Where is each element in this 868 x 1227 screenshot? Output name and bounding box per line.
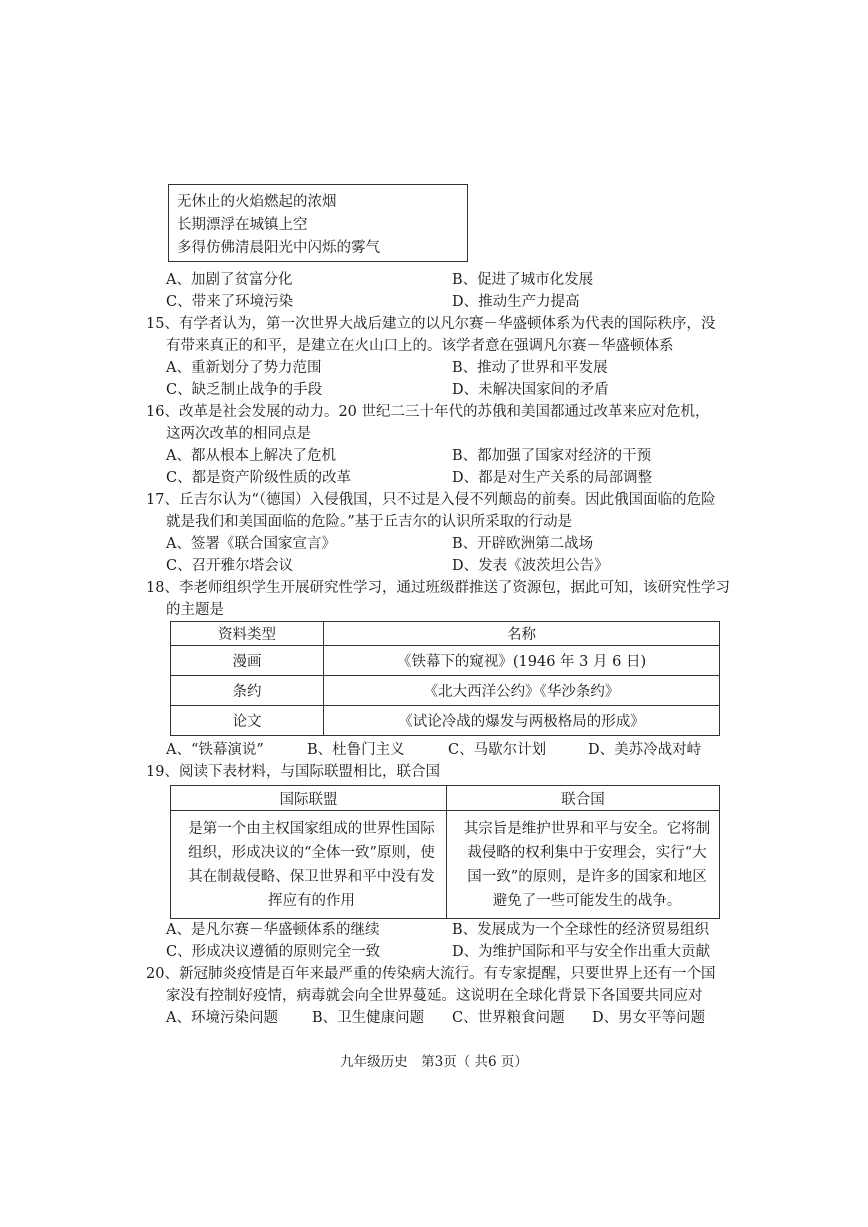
q19-option-c: C、形成决议遵循的原则完全一致 (166, 944, 381, 960)
q14-option-b: B、促进了城市化发展 (452, 272, 594, 288)
q20-option-a: A、环境污染问题 (166, 1010, 278, 1026)
q15-option-d: D、未解决国家间的矛盾 (452, 382, 609, 398)
q19-option-a: A、是凡尔赛－华盛顿体系的继续 (166, 922, 380, 938)
poem-box (168, 184, 468, 262)
q15-option-b: B、推动了世界和平发展 (452, 360, 608, 376)
table-header: 国际联盟 (171, 786, 447, 811)
q19-option-b: B、发展成为一个全球性的经济贸易组织 (452, 922, 710, 938)
table-cell: 《铁幕下的窥视》(1946 年 3 月 6 日) (324, 646, 720, 676)
q20-option-c: C、世界粮食问题 (452, 1010, 565, 1026)
table-row (171, 706, 720, 736)
q17-stem-line: 就是我们和美国面临的危险。”基于丘吉尔的认识所采取的行动是 (166, 514, 573, 530)
table-cell-league (171, 811, 447, 919)
q16-stem-line: 16、改革是社会发展的动力。20 世纪二三十年代的苏俄和美国都通过改革来应对危机， (146, 404, 710, 420)
q14-option-d: D、推动生产力提高 (452, 294, 580, 310)
table-header: 联合国 (447, 786, 720, 811)
q16-option-a: A、都从根本上解决了危机 (166, 448, 336, 464)
q15-option-c: C、缺乏制止战争的手段 (166, 382, 323, 398)
table-cell: 论文 (171, 706, 324, 736)
q18-option-c: C、马歇尔计划 (448, 742, 547, 758)
poem-line: 长期漂浮在城镇上空 (177, 217, 308, 233)
q19-compare-table (170, 785, 720, 919)
q15-stem-line: 有带来真正的和平，是建立在火山口上的。该学者意在强调凡尔赛－华盛顿体系 (166, 338, 674, 354)
q18-resource-table (170, 621, 720, 736)
q20-option-d: D、男女平等问题 (592, 1010, 706, 1026)
q14-option-a: A、加剧了贫富分化 (166, 272, 293, 288)
table-row (171, 676, 720, 706)
q17-option-b: B、开辟欧洲第二战场 (452, 536, 594, 552)
cell-line: 组织，形成决议的“全体一致”原则，使 (188, 845, 435, 861)
table-cell: 漫画 (171, 646, 324, 676)
q17-stem-line: 17、丘吉尔认为“（德国）入侵俄国，只不过是入侵不列颠岛的前奏。因此俄国面临的危险 (146, 492, 716, 508)
table-cell-un (447, 811, 720, 919)
q20-option-b: B、卫生健康问题 (312, 1010, 425, 1026)
poem-line: 无休止的火焰燃起的浓烟 (177, 194, 337, 210)
q16-option-d: D、都是对生产关系的局部调整 (452, 470, 653, 486)
poem-line: 多得仿佛清晨阳光中闪烁的雾气 (177, 240, 380, 256)
cell-line: 避免了一些可能发生的战争。 (492, 893, 682, 909)
q20-stem-line: 家没有控制好疫情，病毒就会向全世界蔓延。这说明在全球化背景下各国要共同应对 (166, 988, 703, 1004)
q20-stem-line: 20、新冠肺炎疫情是百年来最严重的传染病大流行。有专家提醒，只要世界上还有一个国 (146, 966, 716, 982)
q17-option-a: A、签署《联合国家宣言》 (166, 536, 336, 552)
cell-line: 裁侵略的权利集中于安理会，实行“大 (467, 845, 707, 861)
q18-option-b: B、杜鲁门主义 (307, 742, 405, 758)
table-header: 资料类型 (171, 622, 324, 646)
q16-option-b: B、都加强了国家对经济的干预 (452, 448, 652, 464)
table-row (171, 811, 720, 919)
q18-option-a: A、“铁幕演说” (166, 742, 264, 758)
q18-stem-line: 的主题是 (166, 602, 224, 618)
q17-option-d: D、发表《波茨坦公告》 (452, 558, 609, 574)
q16-option-c: C、都是资产阶级性质的改革 (166, 470, 352, 486)
cell-line: 国一致”的原则，是许多的国家和地区 (467, 869, 707, 885)
q14-option-c: C、带来了环境污染 (166, 294, 294, 310)
page-footer: 九年级历史 第3页（ 共6 页） (340, 1054, 528, 1070)
q15-stem-line: 15、有学者认为，第一次世界大战后建立的以凡尔赛－华盛顿体系为代表的国际秩序，没 (146, 316, 716, 332)
q19-stem: 19、阅读下表材料，与国际联盟相比，联合国 (146, 764, 440, 780)
cell-line: 挥应有的作用 (268, 893, 355, 909)
cell-line: 其宗旨是维护世界和平与安全。它将制 (463, 821, 711, 837)
table-header: 名称 (324, 622, 720, 646)
q18-option-d: D、美苏冷战对峙 (588, 742, 702, 758)
cell-line: 其在制裁侵略、保卫世界和平中没有发 (188, 869, 435, 885)
q19-option-d: D、为维护国际和平与安全作出重大贡献 (452, 944, 711, 960)
q15-option-a: A、重新划分了势力范围 (166, 360, 322, 376)
table-row (171, 646, 720, 676)
table-cell: 条约 (171, 676, 324, 706)
cell-line: 是第一个由主权国家组成的世界性国际 (188, 821, 435, 837)
q18-stem-line: 18、李老师组织学生开展研究性学习，通过班级群推送了资源包，据此可知，该研究性学习 (146, 580, 730, 596)
table-cell: 《试论冷战的爆发与两极格局的形成》 (324, 706, 720, 736)
table-cell: 《北大西洋公约》《华沙条约》 (324, 676, 720, 706)
q16-stem-line: 这两次改革的相同点是 (166, 426, 311, 442)
q17-option-c: C、召开雅尔塔会议 (166, 558, 294, 574)
